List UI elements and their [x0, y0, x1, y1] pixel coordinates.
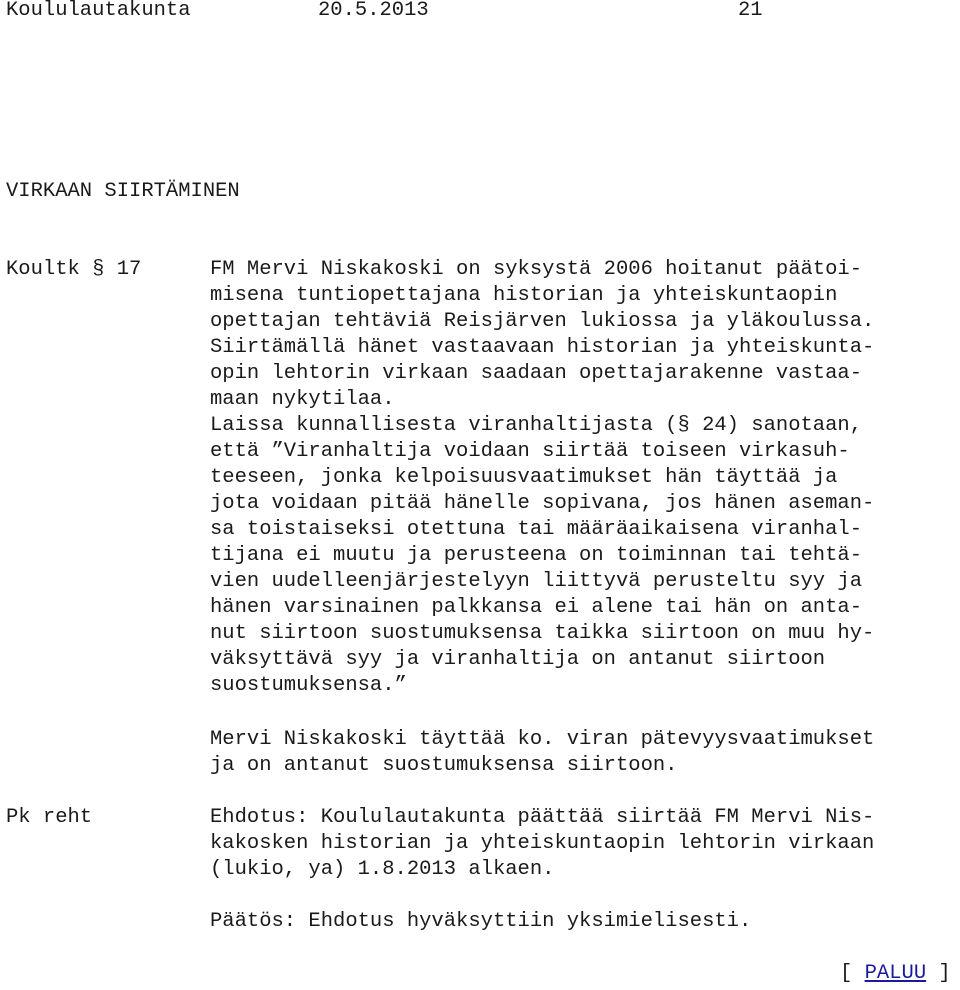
law-quote-paragraph: Laissa kunnallisesta viranhaltijasta (§ 24) sanotaan, että ”Viranhaltija voidaan siirtää toiseen virkasuh- teeseen, jonka kelpoisuusvaatimukset hän täyttää ja jota voidaan pitää hänelle sopivana, jos hänen aseman- sa toistaiseksi otettuna tai määräaikaisena viranhal- tijana ei muutu ja perusteena on toiminnan tai tehtä- vien uudelleenjärjestelyyn liittyvä perusteltu syy ja hänen varsinainen palkkansa ei alene tai hän on anta- nut siirtoon suostumuksensa taikka siirtoon on muu hy- väksyttävä syy ja viranhaltija on antanut siirtoon suostumuksensa.” — [210, 414, 875, 697]
committee-name: Koululautakunta — [6, 0, 191, 22]
section-reference: Koultk § 17 — [6, 258, 142, 281]
presenter-label: Pk reht — [6, 806, 93, 829]
back-link-close-bracket: ] — [926, 962, 951, 985]
back-link-container — [840, 961, 951, 987]
back-link[interactable]: PALUU — [864, 962, 927, 985]
background-paragraph: FM Mervi Niskakoski on syksystä 2006 hoitanut päätoi- misena tuntiopettajana historian ja yhteiskuntaopin opettajan tehtäviä Reisjärven lukiossa ja yläkoulussa. Siirtämällä hänet vastaavaan historian ja yhteiskunta- opin lehtorin virkaan saadaan opettajarakenne vastaa- maan nykytilaa. — [210, 258, 875, 411]
qualification-paragraph: Mervi Niskakoski täyttää ko. viran pätevyysvaatimukset ja on antanut suostumuksensa siirtoon. — [210, 728, 875, 777]
meeting-date: 20.5.2013 — [318, 0, 429, 22]
section-heading: VIRKAAN SIIRTÄMINEN — [6, 180, 240, 203]
decision-paragraph: Päätös: Ehdotus hyväksyttiin yksimielisesti. — [210, 910, 752, 933]
page-number: 21 — [738, 0, 763, 22]
proposal-paragraph: Ehdotus: Koululautakunta päättää siirtää FM Mervi Nis- kakosken historian ja yhteiskuntaopin lehtorin virkaan (lukio, ya) 1.8.2013 alkaen. — [210, 806, 875, 881]
back-link-open-bracket: [ — [840, 962, 865, 985]
